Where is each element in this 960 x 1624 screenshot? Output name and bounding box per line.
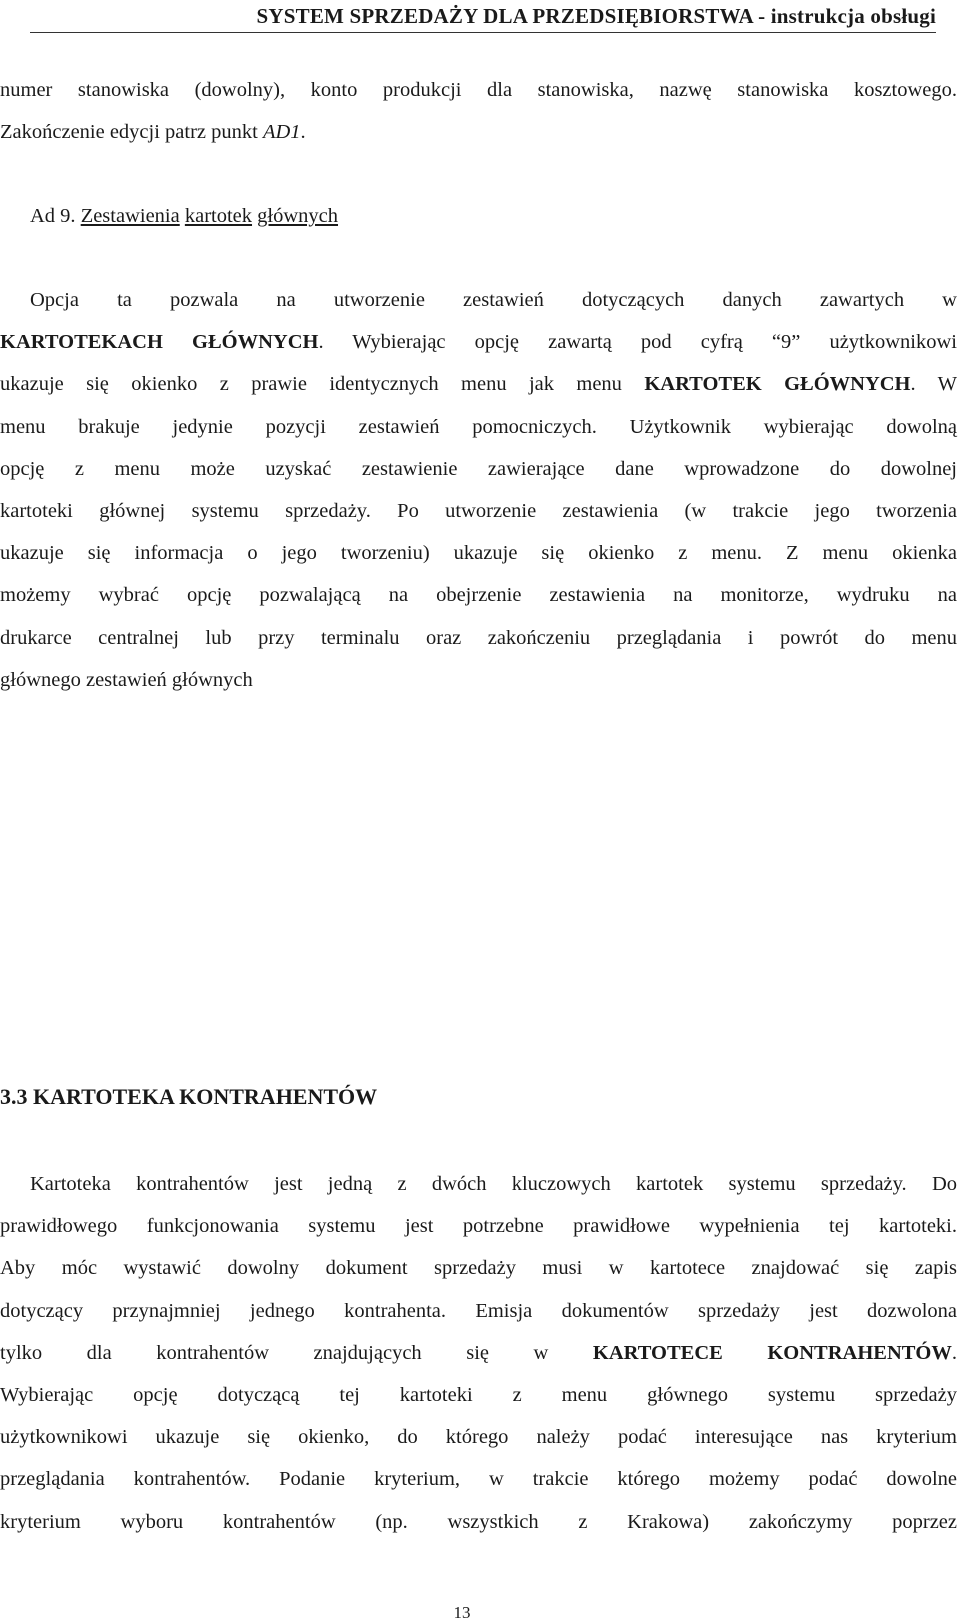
ad9-line-3-part-2: KARTOTEK GŁÓWNYCH [644, 373, 911, 396]
section-line-4 [0, 1297, 957, 1325]
ad9-line-4 [0, 413, 957, 441]
intro-line-1: numer stanowiska (dowolny), konto produkcji dla stanowiska, nazwę stanowiska kosztowego. [0, 79, 957, 101]
section-line-4-part-1: dotyczący przynajmniej jednego kontrahenta. Emisja dokumentów sprzedaży jest dozwolona [0, 1299, 957, 1322]
ad9-line-4-part-1: menu brakuje jedynie pozycji zestawień pomocniczych. Użytkownik wybierając dowolną [0, 415, 957, 438]
section-line-2 [0, 1212, 957, 1240]
section-line-6-part-1: Wybierając opcję dotyczącą tej kartoteki z menu głównego systemu sprzedaży [0, 1384, 957, 1406]
intro-line-2 [0, 118, 957, 146]
ad9-line-7 [0, 539, 957, 567]
section-line-8 [0, 1465, 957, 1493]
section-line-9 [0, 1508, 957, 1536]
ad9-line-2-part-2: . Wybierając opcję zawartą pod cyfrą “9” użytkownikowi [318, 331, 957, 354]
section-line-5-part-1: tylko dla kontrahentów znajdujących się w [0, 1341, 593, 1364]
section-line-2-part-1: prawidłowego funkcjonowania systemu jest potrzebne prawidłowe wypełnienia tej kartoteki. [0, 1215, 957, 1238]
ad9-line-5-part-1: opcję z menu może uzyskać zestawienie zawierające dane wprowadzone do dowolnej [0, 457, 957, 480]
section-line-5-part-3: . [951, 1341, 957, 1364]
ad9-line-3 [0, 370, 957, 398]
section-line-3-part-1: Aby móc wystawić dowolny dokument sprzedaży musi w kartotece znajdować się zapis [0, 1257, 957, 1280]
ad9-line-2-part-1: KARTOTEKACH GŁÓWNYCH [0, 331, 319, 354]
ad9-line-3-part-1: ukazuje się okienko z prawie identycznych menu jak menu [0, 373, 645, 396]
document-header: SYSTEM SPRZEDAŻY DLA PRZEDSIĘBIORSTWA - instrukcja obsługi [256, 4, 936, 28]
section-line-7-part-1: użytkownikowi ukazuje się okienko, do którego należy podać interesujące nas kryterium [0, 1426, 957, 1449]
ad9-prefix: Ad 9. [30, 205, 81, 227]
section-line-3 [0, 1254, 957, 1282]
section-title: 3.3 KARTOTEKA KONTRAHENTÓW [0, 1084, 378, 1109]
ad9-line-3-part-3: . W [910, 373, 957, 396]
ad9-line-6-part-1: kartoteki głównej systemu sprzedaży. Po utworzenie zestawienia (w trakcie jego tworzenia [0, 500, 957, 522]
section-line-8-part-1: przeglądania kontrahentów. Podanie kryterium, w trakcie którego możemy podać dowolne [0, 1468, 957, 1491]
section-line-1 [30, 1170, 957, 1198]
ad9-line-8 [0, 581, 957, 609]
ad9-line-10 [0, 666, 957, 694]
section-line-9-part-1: kryterium wyboru kontrahentów (np. wszystkich z Krakowa) zakończymy poprzez [0, 1510, 957, 1533]
ad9-line-2 [0, 328, 957, 356]
ad9-line-9-part-1: drukarce centralnej lub przy terminalu oraz zakończeniu przeglądania i powrót do menu [0, 626, 957, 649]
ad9-line-1 [30, 286, 957, 314]
section-line-5 [0, 1339, 957, 1367]
page-number: 13 [453, 1603, 471, 1622]
ad9-line-7-part-1: ukazuje się informacja o jego tworzeniu) ukazuje się okienko z menu. Z menu okienka [0, 542, 957, 565]
ad9-line-1-part-1: Opcja ta pozwala na utworzenie zestawień dotyczących danych zawartych w [30, 289, 957, 311]
ad9-word-1: Zestawienia [80, 205, 180, 227]
section-line-6 [0, 1381, 957, 1409]
ad9-line-5 [0, 455, 957, 483]
section-line-7 [0, 1423, 957, 1451]
section-line-1-part-1: Kartoteka kontrahentów jest jedną z dwóch kluczowych kartotek systemu sprzedaży. Do [30, 1173, 957, 1195]
ad9-line-9 [0, 624, 957, 652]
ad9-heading [30, 202, 957, 230]
ad9-line-6 [0, 497, 957, 525]
ad9-word-2: kartotek [184, 205, 253, 227]
ad9-word-3: głównych [257, 205, 339, 227]
ad9-line-10-part-1: głównego zestawień głównych [0, 668, 253, 691]
section-line-5-part-2: KARTOTECE KONTRAHENTÓW [592, 1341, 952, 1364]
intro-ref-link: AD1 [262, 121, 301, 143]
intro-line-2-prefix: Zakończenie edycji patrz punkt [0, 121, 263, 143]
ad9-line-8-part-1: możemy wybrać opcję pozwalającą na obejrzenie zestawienia na monitorze, wydruku na [0, 584, 957, 607]
header-rule [30, 32, 936, 33]
intro-line-2-suffix: . [300, 121, 306, 143]
